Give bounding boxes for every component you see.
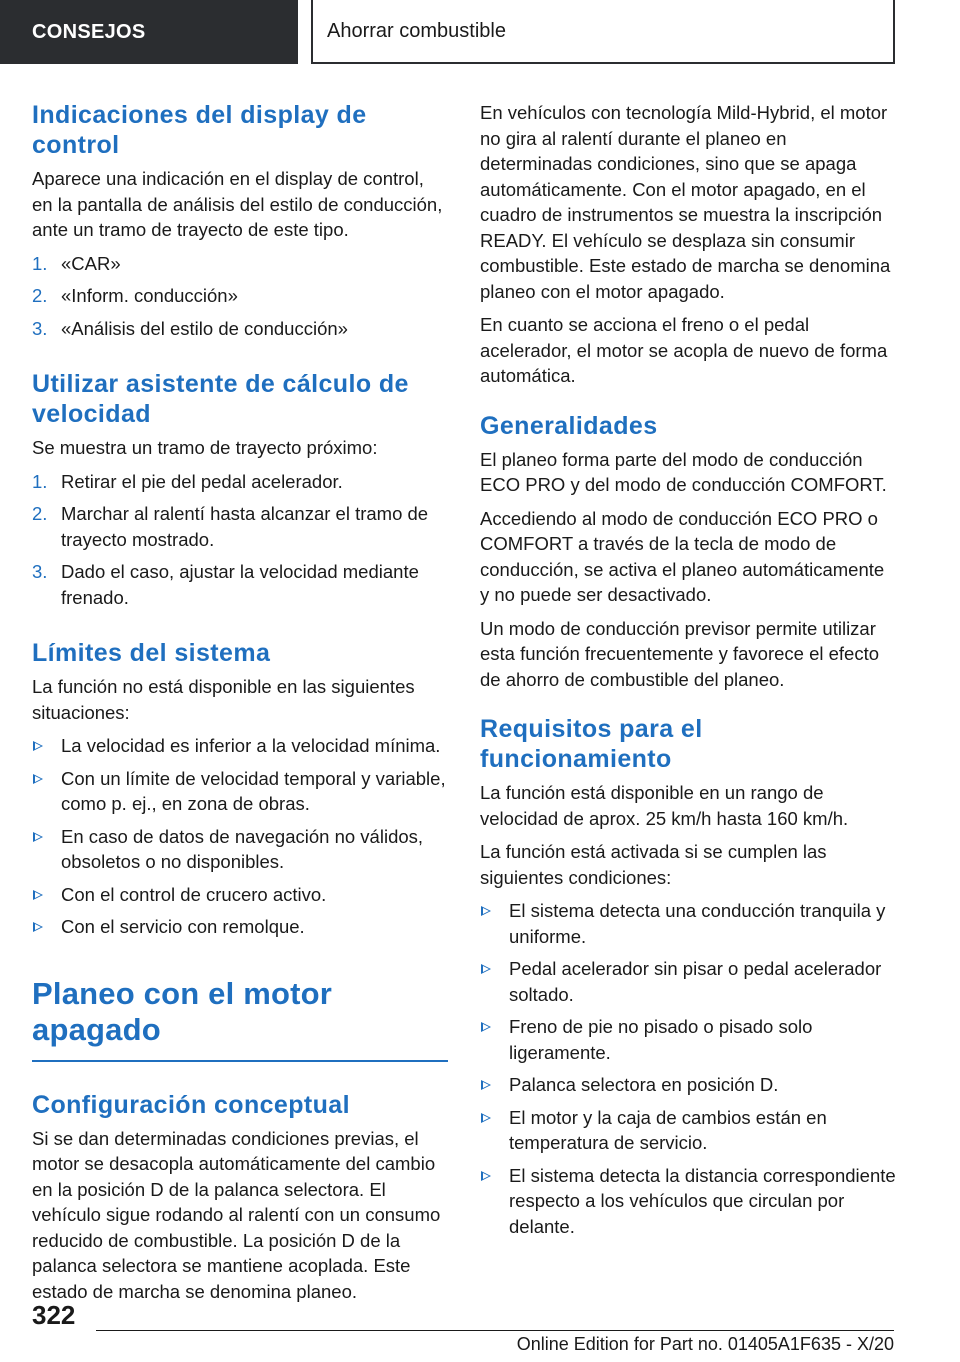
footer-rule	[96, 1330, 894, 1331]
heading-concept: Configuración conceptual	[32, 1090, 350, 1119]
list-number: 2.	[32, 503, 48, 524]
heading-display-indications: Indicaciones del display de control	[32, 101, 367, 159]
triangle-bullet-icon	[33, 890, 43, 900]
triangle-bullet-icon	[481, 964, 491, 974]
triangle-bullet-icon	[481, 906, 491, 916]
list-item	[32, 914, 448, 940]
list-item-text: Con el servicio con remolque.	[61, 916, 305, 937]
list-item-text: «Inform. conducción»	[61, 285, 238, 306]
list-number: 3.	[32, 561, 48, 582]
spacer	[480, 700, 896, 714]
spacer	[32, 954, 448, 976]
list-item-text: Retirar el pie del pedal acelerador.	[61, 470, 343, 492]
list-item	[480, 1105, 896, 1156]
paragraph: Un modo de conducción previsor permite utilizar esta función frecuentemente y favorece el efecto de ahorro de combustible del planeo.	[480, 617, 880, 690]
triangle-bullet-icon	[33, 774, 43, 784]
list-item-text: «Análisis del estilo de conducción»	[61, 317, 348, 339]
list-item	[480, 1014, 896, 1065]
list-item-text: Pedal acelerador sin pisar o pedal acelerador soltado.	[509, 958, 882, 1005]
list-number: 3.	[32, 317, 48, 339]
left-column	[32, 100, 448, 1312]
list-number: 1.	[32, 252, 48, 274]
heading-requirements: Requisitos para el funcionamiento	[480, 715, 703, 773]
numbered-list-speed	[32, 469, 448, 611]
list-item	[32, 469, 448, 495]
bullet-list-requirements	[480, 898, 896, 1239]
chapter-rule	[32, 1060, 448, 1062]
list-item-text: El motor y la caja de cambios están en temperatura de servicio.	[509, 1106, 827, 1153]
list-item-text: Freno de pie no pisado o pisado solo ligeramente.	[509, 1016, 813, 1063]
triangle-bullet-icon	[33, 741, 43, 751]
section-tab	[0, 0, 298, 64]
paragraph: En cuanto se acciona el freno o el pedal acelerador, el motor se acopla de nuevo de forma automática.	[480, 314, 888, 386]
paragraph: Se muestra un tramo de trayecto próximo:	[32, 437, 378, 458]
list-item-text: Dado el caso, ajustar la velocidad mediante frenado.	[61, 561, 419, 608]
list-item	[480, 1072, 896, 1098]
triangle-bullet-icon	[481, 1171, 491, 1181]
paragraph: El planeo forma parte del modo de conducción ECO PRO y del modo de conducción COMFORT.	[480, 448, 887, 495]
list-item-text: En caso de datos de navegación no válidos, obsoletos o no disponibles.	[61, 825, 424, 872]
list-item-text: El sistema detecta la distancia correspondiente respecto a los vehículos que circulan por delante.	[509, 1164, 896, 1237]
footer-edition: Online Edition for Part no. 01405A1F635 - X/20	[516, 1334, 894, 1354]
chapter-header	[311, 0, 895, 64]
right-column	[480, 100, 896, 1253]
spacer	[32, 355, 448, 369]
chapter-heading: Planeo con el motor apagado	[32, 975, 333, 1047]
list-number: 2.	[32, 285, 48, 306]
paragraph: La función está activada si se cumplen las siguientes condiciones:	[480, 841, 827, 888]
paragraph: La función está disponible en un rango de velocidad de aprox. 25 km/h hasta 160 km/h.	[480, 782, 849, 829]
list-item	[480, 898, 896, 949]
triangle-bullet-icon	[33, 832, 43, 842]
paragraph: La función no está disponible en las siguientes situaciones:	[32, 676, 415, 723]
section-label: CONSEJOS	[32, 20, 146, 43]
triangle-bullet-icon	[481, 1022, 491, 1032]
list-item	[32, 824, 448, 875]
list-item-text: Marchar al ralentí hasta alcanzar el tramo de trayecto mostrado.	[61, 503, 429, 550]
triangle-bullet-icon	[33, 922, 43, 932]
list-item	[32, 316, 448, 342]
heading-system-limits: Límites del sistema	[32, 639, 271, 667]
list-item-text: El sistema detecta una conducción tranquila y uniforme.	[509, 900, 886, 947]
list-item-text: Palanca selectora en posición D.	[509, 1074, 779, 1095]
paragraph: Si se dan determinadas condiciones previas, el motor se desacopla automáticamente del cambio en la posición D de la palanca selectora. El vehículo sigue rodando al ralentí con un consumo reducido de combustible. La posición D de la palanca selectora se mantiene acoplada. Este estado de marcha se denomina planeo.	[32, 1127, 441, 1302]
paragraph: Aparece una indicación en el display de control, en la pantalla de análisis del estilo de conducción, ante un tramo de trayecto de este tipo.	[32, 168, 443, 240]
paragraph: Accediendo al modo de conducción ECO PRO o COMFORT a través de la tecla de modo de conducción, se activa el planeo automáticamente y no puede ser desactivado.	[480, 507, 885, 605]
bullet-list-limits	[32, 733, 448, 940]
triangle-bullet-icon	[481, 1113, 491, 1123]
list-item-text: «CAR»	[61, 252, 121, 274]
paragraph: En vehículos con tecnología Mild-Hybrid, el motor no gira al ralentí durante el planeo en determinadas condiciones, sino que se apaga automáticamente. Con el motor apagado, en el cuadro de instrumentos se muestra la inscripción READY. El vehículo se desplaza sin consumir combustible. Este estado de marcha se denomina planeo con el motor apagado.	[480, 102, 891, 302]
list-item	[32, 283, 448, 309]
list-item-text: Con un límite de velocidad temporal y variable, como p. ej., en zona de obras.	[61, 767, 446, 814]
list-item	[480, 956, 896, 1007]
triangle-bullet-icon	[481, 1080, 491, 1090]
list-item	[32, 766, 448, 817]
page-number: 322	[32, 1300, 76, 1330]
chapter-header-title: Ahorrar combustible	[327, 19, 506, 42]
spacer	[480, 397, 896, 411]
list-item	[32, 251, 448, 277]
list-item-text: Con el control de crucero activo.	[61, 883, 327, 905]
numbered-list-display	[32, 251, 448, 342]
list-item	[32, 559, 448, 610]
heading-general: Generalidades	[480, 411, 658, 440]
list-item	[32, 733, 448, 759]
list-item	[32, 501, 448, 552]
heading-speed-assistant: Utilizar asistente de cálculo de velocidad	[32, 370, 409, 428]
list-number: 1.	[32, 470, 48, 492]
spacer	[32, 624, 448, 638]
list-item	[480, 1163, 896, 1240]
list-item	[32, 882, 448, 908]
list-item-text: La velocidad es inferior a la velocidad mínima.	[61, 735, 441, 756]
